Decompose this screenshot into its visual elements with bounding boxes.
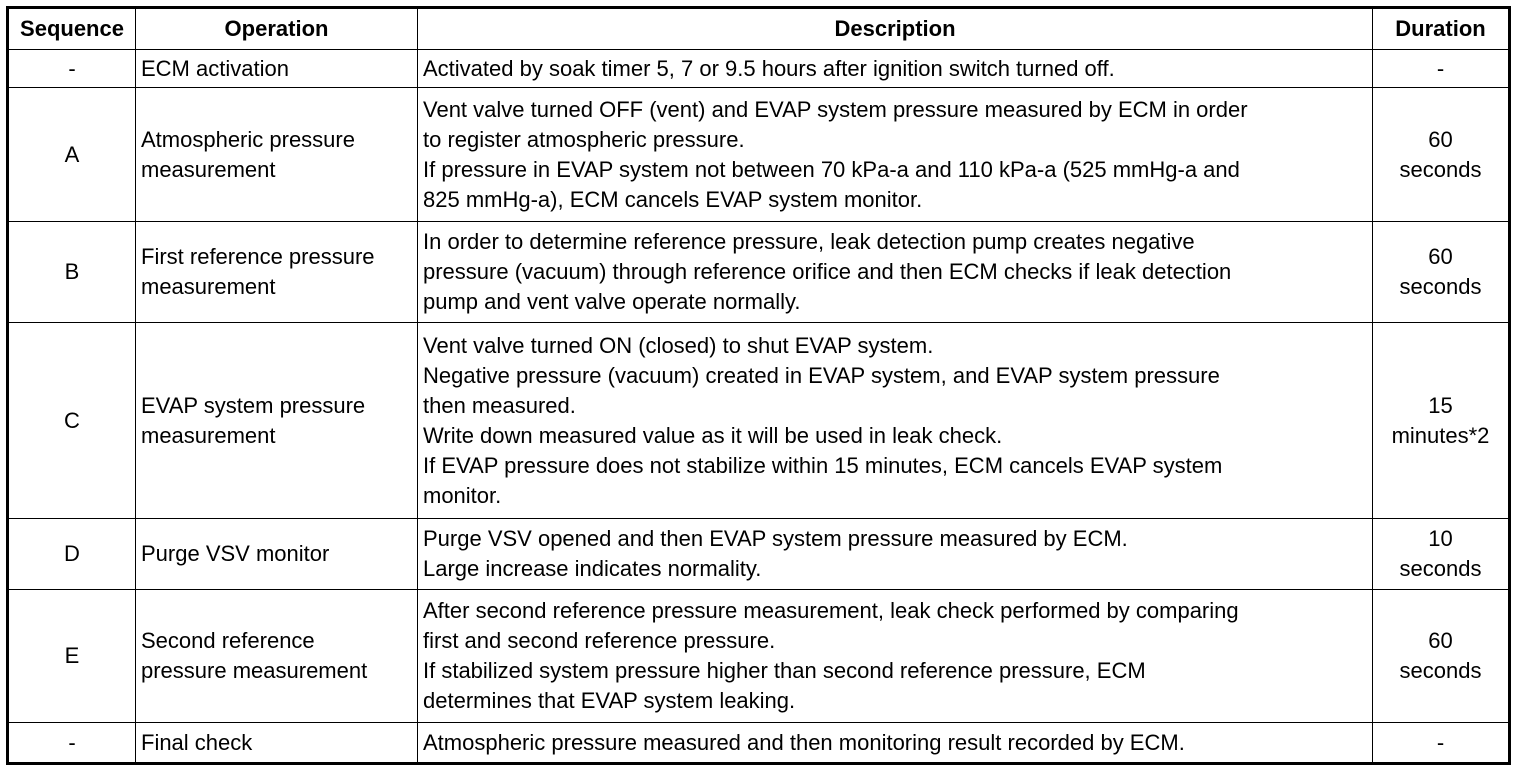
duration-cell (1373, 723, 1510, 764)
duration-line: 60 (1428, 628, 1453, 654)
duration-line: seconds (1399, 273, 1482, 299)
description-line: monitor. (423, 482, 502, 508)
duration-line: seconds (1399, 156, 1482, 182)
description-line: first and second reference pressure. (423, 628, 776, 654)
description-line: Negative pressure (vacuum) created in EVAP system, and EVAP system pressure (423, 362, 1220, 388)
description-cell (418, 519, 1373, 590)
description-cell (418, 221, 1373, 322)
operation-cell (136, 519, 418, 590)
description-cell (418, 723, 1373, 764)
description-line: In order to determine reference pressure, leak detection pump creates negative (423, 228, 1195, 254)
table-body (8, 50, 1510, 764)
description-line: then measured. (423, 392, 576, 418)
operation-line: EVAP system pressure (141, 392, 366, 418)
table-row (8, 519, 1510, 590)
operation-line: measurement (141, 156, 276, 182)
table-row (8, 723, 1510, 764)
operation-cell (136, 50, 418, 88)
header-row (8, 8, 1510, 50)
duration-cell (1373, 323, 1510, 519)
description-line: If EVAP pressure does not stabilize within 15 minutes, ECM cancels EVAP system (423, 452, 1223, 478)
duration-line: - (1436, 729, 1445, 755)
description-line: Write down measured value as it will be used in leak check. (423, 422, 1003, 448)
duration-line: 10 (1428, 526, 1453, 552)
operation-line: measurement (141, 422, 276, 448)
description-line: If stabilized system pressure higher than second reference pressure, ECM (423, 658, 1146, 684)
sequence-cell: B (8, 221, 136, 322)
evap-monitor-sequence-table (6, 6, 1511, 765)
duration-line: 15 (1428, 392, 1453, 418)
duration-line: seconds (1399, 658, 1482, 684)
description-line: Activated by soak timer 5, 7 or 9.5 hours after ignition switch turned off. (423, 55, 1115, 81)
table-row (8, 50, 1510, 88)
duration-cell (1373, 221, 1510, 322)
description-line: After second reference pressure measurement, leak check performed by comparing (423, 598, 1239, 624)
duration-line: seconds (1399, 556, 1482, 582)
sequence-cell: C (8, 323, 136, 519)
duration-line: - (1436, 55, 1445, 81)
description-line: Large increase indicates normality. (423, 556, 762, 582)
description-line: If pressure in EVAP system not between 70 kPa-a and 110 kPa-a (525 mmHg-a and (423, 156, 1240, 182)
operation-cell (136, 590, 418, 723)
table-row (8, 323, 1510, 519)
description-line: pressure (vacuum) through reference orifice and then ECM checks if leak detection (423, 258, 1232, 284)
description-line: to register atmospheric pressure. (423, 126, 745, 152)
header-description: Description (418, 8, 1373, 50)
description-cell (418, 88, 1373, 221)
operation-line: measurement (141, 273, 276, 299)
operation-cell (136, 323, 418, 519)
sequence-cell: D (8, 519, 136, 590)
duration-cell (1373, 50, 1510, 88)
operation-line: pressure measurement (141, 658, 368, 684)
description-line: Atmospheric pressure measured and then monitoring result recorded by ECM. (423, 729, 1185, 755)
duration-line: 60 (1428, 126, 1453, 152)
sequence-cell: - (8, 723, 136, 764)
header-operation: Operation (136, 8, 418, 50)
operation-line: Final check (141, 729, 253, 755)
description-cell (418, 50, 1373, 88)
description-line: Vent valve turned ON (closed) to shut EVAP system. (423, 332, 934, 358)
table-row (8, 590, 1510, 723)
description-line: Purge VSV opened and then EVAP system pressure measured by ECM. (423, 526, 1128, 552)
duration-cell (1373, 590, 1510, 723)
duration-line: 60 (1428, 243, 1453, 269)
operation-line: Second reference (141, 628, 315, 654)
operation-cell (136, 88, 418, 221)
sequence-cell: A (8, 88, 136, 221)
description-cell (418, 590, 1373, 723)
description-line: determines that EVAP system leaking. (423, 688, 796, 714)
description-line: pump and vent valve operate normally. (423, 288, 801, 314)
operation-cell (136, 221, 418, 322)
header-sequence: Sequence (8, 8, 136, 50)
operation-line: Purge VSV monitor (141, 541, 330, 567)
description-cell (418, 323, 1373, 519)
operation-line: First reference pressure (141, 243, 375, 269)
operation-line: ECM activation (141, 55, 289, 81)
duration-cell (1373, 519, 1510, 590)
duration-line: minutes*2 (1391, 422, 1490, 448)
description-line: Vent valve turned OFF (vent) and EVAP system pressure measured by ECM in order (423, 96, 1248, 122)
duration-cell (1373, 88, 1510, 221)
description-line: 825 mmHg-a), ECM cancels EVAP system monitor. (423, 186, 923, 212)
operation-cell (136, 723, 418, 764)
sequence-cell: - (8, 50, 136, 88)
table-row (8, 221, 1510, 322)
operation-line: Atmospheric pressure (141, 126, 355, 152)
table-row (8, 88, 1510, 221)
sequence-cell: E (8, 590, 136, 723)
header-duration: Duration (1373, 8, 1510, 50)
